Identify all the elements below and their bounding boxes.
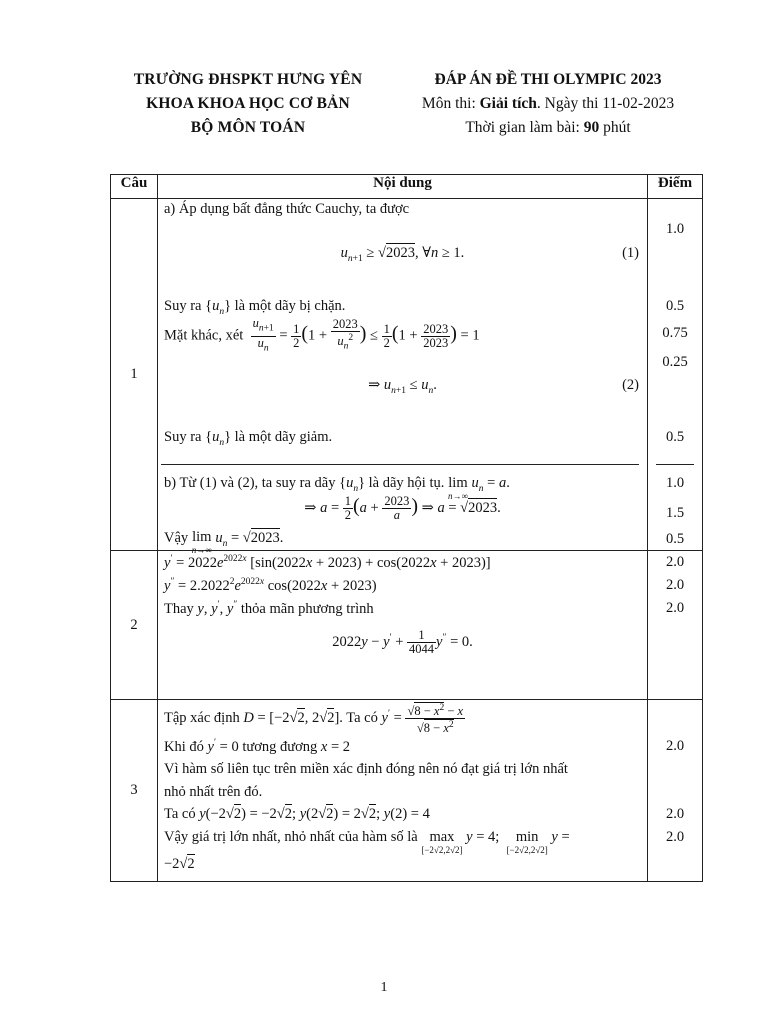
- question-content: [158, 199, 648, 555]
- faculty-name: KHOA KHOA HỌC CƠ BẢN: [146, 95, 350, 112]
- column-header-question: Câu: [111, 175, 158, 199]
- department-name: BỘ MÔN TOÁN: [190, 119, 306, 136]
- question-content: [158, 700, 648, 882]
- equation-2: ⇒ $u_{n+1} \le u_n$.: [368, 377, 437, 396]
- university-name: TRƯỜNG ĐHSPKT HƯNG YÊN: [133, 71, 363, 88]
- score-divider: [656, 464, 694, 465]
- exam-date: . Ngày thi 11-02-2023: [536, 95, 675, 112]
- score-value: 0.5: [665, 531, 685, 547]
- first-derivative: $y' = 2022e^{2022x}$ [sin(2022x + 2023) + cos(2022x + 2023)]: [164, 554, 491, 571]
- equation-1-label: (1): [622, 245, 639, 261]
- score-value: 2.0: [665, 829, 685, 845]
- score-value: 1.5: [665, 505, 685, 521]
- question-number: 1: [111, 199, 158, 551]
- ratio-comparison: Mặt khác, xét $\frac{u_{n+1}}{u_n}$ = $\frac{1}{2}$ (1 + $\frac{2023}{u_n^2}$ ) ≤ $\frac{1}{2}$ (1 + $\frac{2023}{2023}$ ) = 1: [164, 316, 480, 353]
- score-value: 0.5: [665, 429, 685, 445]
- score-value: 0.75: [662, 325, 688, 341]
- limit-equation: ⇒ a = $\frac{1}{2}$ (a + $\frac{2023}{a}$ ) ⇒ a = √2023.: [304, 494, 501, 523]
- score-value: 2.0: [665, 738, 685, 754]
- page-number: 1: [380, 980, 388, 995]
- score-value: 1.0: [665, 221, 685, 237]
- section-divider: [161, 464, 639, 465]
- exam-duration: 90: [583, 119, 600, 136]
- score-value: 2.0: [665, 600, 685, 616]
- column-header-score: Điểm: [648, 175, 703, 199]
- exam-title: ĐÁP ÁN ĐỀ THI OLYMPIC 2023: [434, 71, 662, 88]
- part-b-intro: b) Từ (1) và (2), ta suy ra dãy $\{u_n\}$ là dãy hội tụ. lim n→∞ $u_n = a$.: [164, 475, 510, 501]
- decreasing-statement: Suy ra $\{u_n\}$ là một dãy giảm.: [164, 429, 333, 448]
- extrema-conclusion-cont: −2√2: [164, 856, 195, 872]
- substitution-statement: Thay y, y′, y″ thỏa mãn phương trình: [164, 600, 374, 617]
- question-scores: [648, 551, 703, 700]
- score-value: 2.0: [665, 806, 685, 822]
- table-row: [111, 700, 703, 882]
- answer-table: [110, 174, 703, 882]
- exam-subject: Giải tích: [479, 95, 537, 112]
- score-value: 0.25: [662, 354, 688, 370]
- question-number: 3: [111, 700, 158, 882]
- bounded-statement: Suy ra $\{u_n\}$ là một dãy bị chặn.: [164, 298, 346, 317]
- score-value: 1.0: [665, 475, 685, 491]
- institution-header: [108, 68, 388, 140]
- table-row: [111, 199, 703, 551]
- domain-statement: Tập xác định D = [−2√2, 2√2]. Ta có y′ = $\frac{√8 - x^2 - x}{√8 - x^2}$: [164, 703, 464, 736]
- exam-duration-line: Thời gian làm bài: 90 phút: [465, 119, 631, 136]
- score-value: 2.0: [665, 577, 685, 593]
- equation-2-label: (2): [622, 377, 639, 393]
- extrema-conclusion: Vậy giá trị lớn nhất, nhỏ nhất của hàm số là max [−2√2,2√2] y = 4; min [−2√2,2√2] y =: [164, 829, 570, 855]
- continuity-statement-cont: nhỏ nhất trên đó.: [164, 784, 263, 800]
- column-header-content: Nội dung: [158, 175, 648, 199]
- exam-header: [402, 68, 694, 140]
- score-value: 0.5: [665, 298, 685, 314]
- limit-conclusion: Vậy lim n→∞ $u_n = √2023$.: [164, 529, 284, 555]
- equation-1: $u_{n+1} \ge √2023$, ∀n ≥ 1.: [340, 245, 465, 264]
- continuity-statement: Vì hàm số liên tục trên miền xác định đóng nên nó đạt giá trị lớn nhất: [164, 761, 568, 777]
- question-scores: [648, 700, 703, 882]
- table-row: [111, 551, 703, 700]
- function-values: Ta có y(−2√2) = −2√2; y(2√2) = 2√2; y(2) = 4: [164, 806, 430, 822]
- second-derivative: $y'' = 2.2022^2e^{2022x}$ cos(2022x + 2023): [164, 577, 377, 594]
- part-a-intro: a) Áp dụng bất đẳng thức Cauchy, ta được: [164, 201, 410, 217]
- question-scores: [648, 199, 703, 551]
- differential-equation: 2022y − y′ + $\frac{1}{4044}$ y″ = 0.: [332, 628, 473, 656]
- critical-point: Khi đó y′ = 0 tương đương x = 2: [164, 738, 351, 755]
- table-header-row: [111, 175, 703, 199]
- question-number: 2: [111, 551, 158, 700]
- question-content: [158, 551, 648, 700]
- score-value: 2.0: [665, 554, 685, 570]
- exam-subject-line: Môn thi: Giải tích. Ngày thi 11-02-2023: [421, 95, 675, 112]
